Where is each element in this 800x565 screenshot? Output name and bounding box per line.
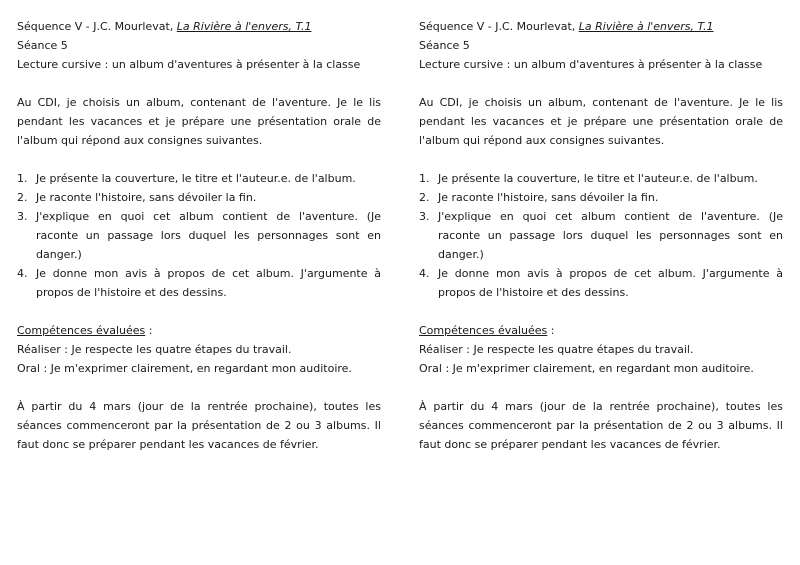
list-item: 1. Je présente la couverture, le titre et l'auteur.e. de l'album. — [419, 172, 758, 185]
seance-label: Séance 5 — [419, 39, 470, 52]
intro-paragraph: Au CDI, je choisis un album, contenant de l'aventure. Je le lis pendant les vacances et je prépare une présentation orale de l'album qui répond aux consignes suivantes. — [419, 96, 783, 147]
closing-paragraph: À partir du 4 mars (jour de la rentrée prochaine), toutes les séances commenceront par la présentation de 2 ou 3 albums. Il faut donc se préparer pendant les vacances de février. — [17, 400, 381, 451]
sequence-heading — [17, 17, 381, 36]
book-title: La Rivière à l'envers, T.1 — [578, 20, 714, 33]
seance-label: Séance 5 — [17, 39, 68, 52]
sequence-heading — [419, 17, 783, 36]
list-item: 4. Je donne mon avis à propos de cet album. J'argumente à propos de l'histoire et des dessins. — [17, 267, 381, 299]
handout-right — [419, 17, 783, 454]
skills-heading: Compétences évaluées : — [419, 324, 555, 337]
skill-oral: Oral : Je m'exprimer clairement, en regardant mon auditoire. — [419, 362, 754, 375]
sequence-label: Séquence V - J.C. Mourlevat, — [17, 20, 177, 33]
closing-paragraph: À partir du 4 mars (jour de la rentrée prochaine), toutes les séances commenceront par la présentation de 2 ou 3 albums. Il faut donc se préparer pendant les vacances de février. — [419, 400, 783, 451]
steps-list — [419, 169, 783, 302]
intro-paragraph: Au CDI, je choisis un album, contenant de l'aventure. Je le lis pendant les vacances et je prépare une présentation orale de l'album qui répond aux consignes suivantes. — [17, 96, 381, 147]
list-item: 4. Je donne mon avis à propos de cet album. J'argumente à propos de l'histoire et des dessins. — [419, 267, 783, 299]
skill-oral: Oral : Je m'exprimer clairement, en regardant mon auditoire. — [17, 362, 352, 375]
list-item: 1. Je présente la couverture, le titre et l'auteur.e. de l'album. — [17, 172, 356, 185]
sequence-label: Séquence V - J.C. Mourlevat, — [419, 20, 579, 33]
skills-title: Compétences évaluées — [17, 324, 146, 337]
skill-realiser: Réaliser : Je respecte les quatre étapes du travail. — [419, 343, 694, 356]
skill-realiser: Réaliser : Je respecte les quatre étapes du travail. — [17, 343, 292, 356]
skills-heading: Compétences évaluées : — [17, 324, 153, 337]
book-title: La Rivière à l'envers, T.1 — [176, 20, 312, 33]
steps-list — [17, 169, 381, 302]
list-item: 2. Je raconte l'histoire, sans dévoiler la fin. — [419, 191, 659, 204]
list-item: 3. J'explique en quoi cet album contient de l'aventure. (Je raconte un passage lors duquel les personnages sont en danger.) — [17, 210, 381, 261]
list-item: 3. J'explique en quoi cet album contient de l'aventure. (Je raconte un passage lors duquel les personnages sont en danger.) — [419, 210, 783, 261]
skills-title: Compétences évaluées — [419, 324, 548, 337]
handout-left — [17, 17, 381, 454]
lecture-title: Lecture cursive : un album d'aventures à présenter à la classe — [419, 58, 763, 71]
lecture-title: Lecture cursive : un album d'aventures à présenter à la classe — [17, 58, 361, 71]
list-item: 2. Je raconte l'histoire, sans dévoiler la fin. — [17, 191, 257, 204]
